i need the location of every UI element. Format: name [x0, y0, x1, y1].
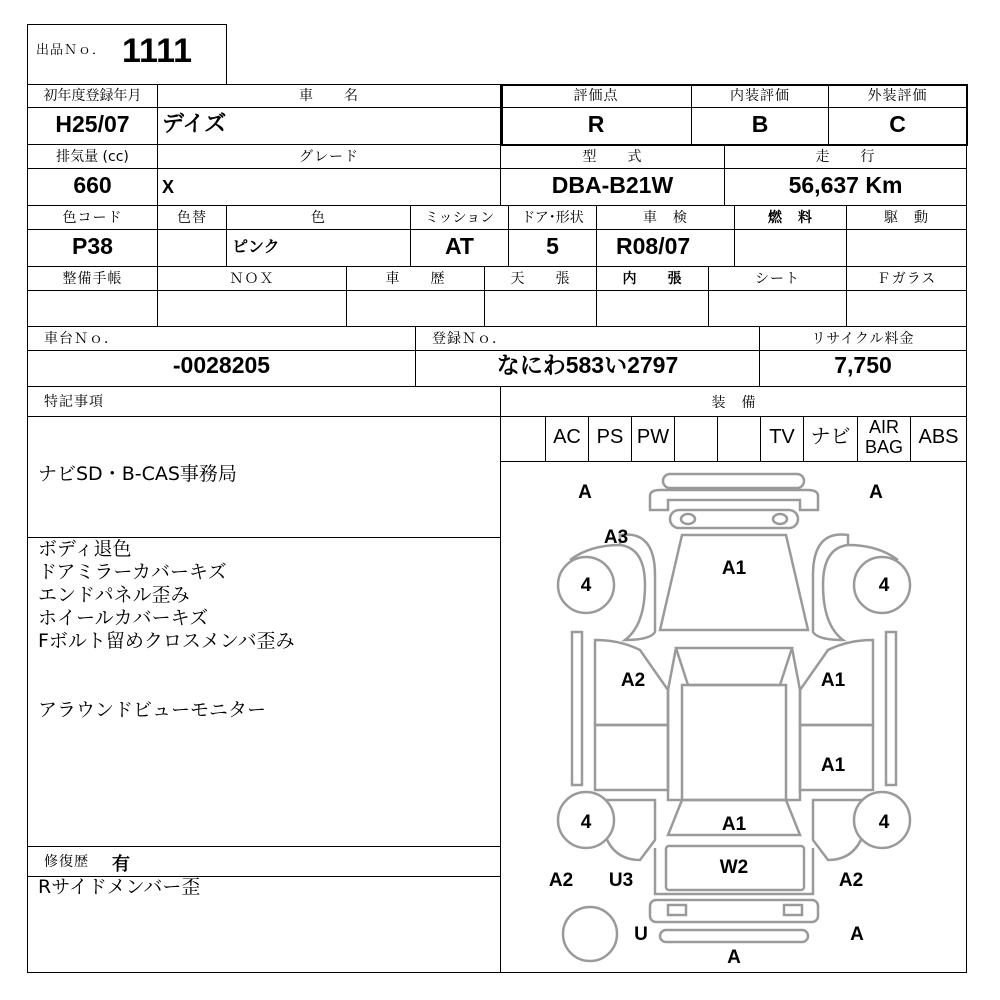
rear-bumper — [650, 900, 818, 922]
drive-label: 駆 動 — [884, 210, 929, 226]
notes-line1: ナビSD・B-CAS事務局 — [38, 463, 237, 485]
car-name-value: デイズ — [162, 111, 227, 136]
reg-label: 登録Ｎｏ． — [432, 331, 507, 347]
right-rocker — [886, 632, 896, 785]
rear-bumper-bottom — [660, 930, 808, 942]
code-right-rear-door: A1 — [820, 755, 846, 776]
code-front-right: A — [869, 482, 883, 503]
model-label: 型 式 — [582, 149, 643, 165]
front-bumper-top — [663, 474, 804, 488]
door-value: 5 — [546, 233, 559, 259]
fuel-label: 燃 料 — [768, 210, 813, 226]
mission-label: ミッション — [424, 210, 495, 226]
code-left-door: A2 — [620, 670, 646, 691]
front-emblem — [681, 514, 695, 524]
color-value: ピンク — [232, 239, 280, 256]
first-reg-value: H25/07 — [55, 111, 130, 137]
code-rear-bumper-right: A — [850, 924, 864, 945]
interior-label: 内装評価 — [730, 88, 790, 104]
car-name-label: 車 名 — [299, 88, 359, 104]
code-rear-quarter: U3 — [608, 870, 634, 891]
body-note-3: エンドパネル歪み — [38, 584, 190, 606]
equip-ac: AC — [553, 426, 581, 448]
notes-extra: アラウンドビューモニター — [38, 699, 267, 721]
displacement-value: 660 — [73, 172, 112, 198]
code-rear-glass: W2 — [719, 857, 749, 878]
grade-label: グレード — [299, 149, 359, 165]
front-fender-right — [813, 535, 848, 641]
model-value: DBA-B21W — [551, 172, 674, 198]
displacement-label: 排気量 (cc) — [56, 149, 129, 165]
roof-label: 天 張 — [510, 271, 571, 287]
equip-abs: ABS — [918, 426, 959, 448]
nox-label: ＮＯＸ — [229, 271, 275, 287]
equipment-label: 装 備 — [711, 395, 757, 411]
code-tire-fl: 4 — [580, 575, 592, 596]
equip-airbag-2: BAG — [864, 437, 903, 457]
repair-value: 有 — [112, 854, 130, 875]
code-roof: A1 — [721, 814, 747, 835]
mileage-value: 56,637 Km — [788, 172, 903, 198]
code-tire-rr: 4 — [878, 812, 890, 833]
code-rear-bumper-left: U — [634, 924, 648, 945]
interior-value: B — [751, 111, 769, 137]
equip-navi: ナビ — [810, 426, 851, 448]
lot-label: 出品Ｎｏ． — [36, 43, 107, 58]
code-rear-left: A2 — [548, 870, 574, 891]
body-note-4: ホイールカバーキズ — [38, 607, 209, 629]
interior-trim-label: 内 張 — [622, 271, 683, 287]
code-tire-fr: 4 — [878, 575, 890, 596]
hood — [660, 535, 808, 630]
left-rear-door — [595, 725, 668, 790]
service-label: 整備手帳 — [62, 271, 123, 287]
rear-light-right — [784, 905, 802, 915]
body-note-1: ボディ退色 — [38, 538, 132, 560]
front-emblem-2 — [773, 514, 787, 524]
exterior-value: C — [889, 111, 906, 137]
recycle-value: 7,750 — [834, 352, 892, 378]
first-reg-label: 初年度登録年月 — [43, 88, 142, 104]
color-code-label: 色コード — [62, 210, 123, 226]
front-bumper — [650, 490, 818, 510]
color-change-label: 色替 — [177, 210, 207, 226]
equip-pw: PW — [636, 426, 670, 448]
color-label: 色 — [311, 210, 326, 226]
chassis-value: -0028205 — [172, 352, 271, 378]
seat-label: シート — [755, 271, 800, 287]
front-fender-left — [620, 535, 655, 641]
code-hood: A1 — [721, 558, 747, 579]
roof-left-rail — [668, 648, 682, 800]
body-note-2: ドアミラーカバーキズ — [38, 561, 227, 583]
roof-right-rail — [786, 648, 800, 800]
code-right-front-door: A1 — [820, 670, 846, 691]
mileage-label: 走 行 — [815, 149, 876, 165]
notes-label: 特記事項 — [44, 394, 104, 410]
windshield — [676, 648, 792, 685]
color-code-value: P38 — [72, 233, 113, 259]
recycle-label: リサイクル料金 — [811, 331, 915, 347]
code-rear-right: A2 — [838, 870, 864, 891]
body-note-5: Fボルト留めクロスメンバ歪み — [38, 630, 295, 652]
code-rear-bottom: A — [727, 947, 741, 968]
front-grille — [670, 510, 798, 528]
glass-label: Ｆガラス — [876, 271, 937, 287]
car-diagram — [501, 462, 966, 972]
code-a-pillar: A3 — [603, 527, 629, 548]
repair-label: 修復歴 — [44, 854, 89, 870]
history-label: 車 歴 — [385, 271, 446, 287]
repair-note: Rサイドメンバー歪 — [38, 876, 201, 898]
grade-value: X — [162, 177, 175, 197]
mission-value: AT — [445, 233, 474, 259]
lot-number: 1111 — [122, 32, 193, 70]
reg-value: なにわ583い2797 — [496, 352, 679, 378]
score-value: R — [587, 111, 605, 137]
equip-airbag-1: AIR — [868, 417, 899, 437]
exterior-label: 外装評価 — [867, 88, 928, 104]
code-front-left: A — [578, 482, 592, 503]
chassis-label: 車台Ｎｏ． — [44, 331, 119, 347]
spare-tire — [563, 907, 617, 961]
score-label: 評価点 — [573, 88, 619, 104]
left-rocker — [572, 632, 582, 785]
equip-tv: TV — [769, 426, 795, 448]
inspection-label: 車 検 — [643, 210, 688, 226]
equip-ps: PS — [596, 426, 624, 448]
inspection-value: R08/07 — [616, 233, 691, 259]
rear-light-left — [668, 905, 686, 915]
code-tire-rl: 4 — [580, 812, 592, 833]
roof — [682, 685, 786, 800]
door-label: ドア･形状 — [521, 210, 584, 226]
